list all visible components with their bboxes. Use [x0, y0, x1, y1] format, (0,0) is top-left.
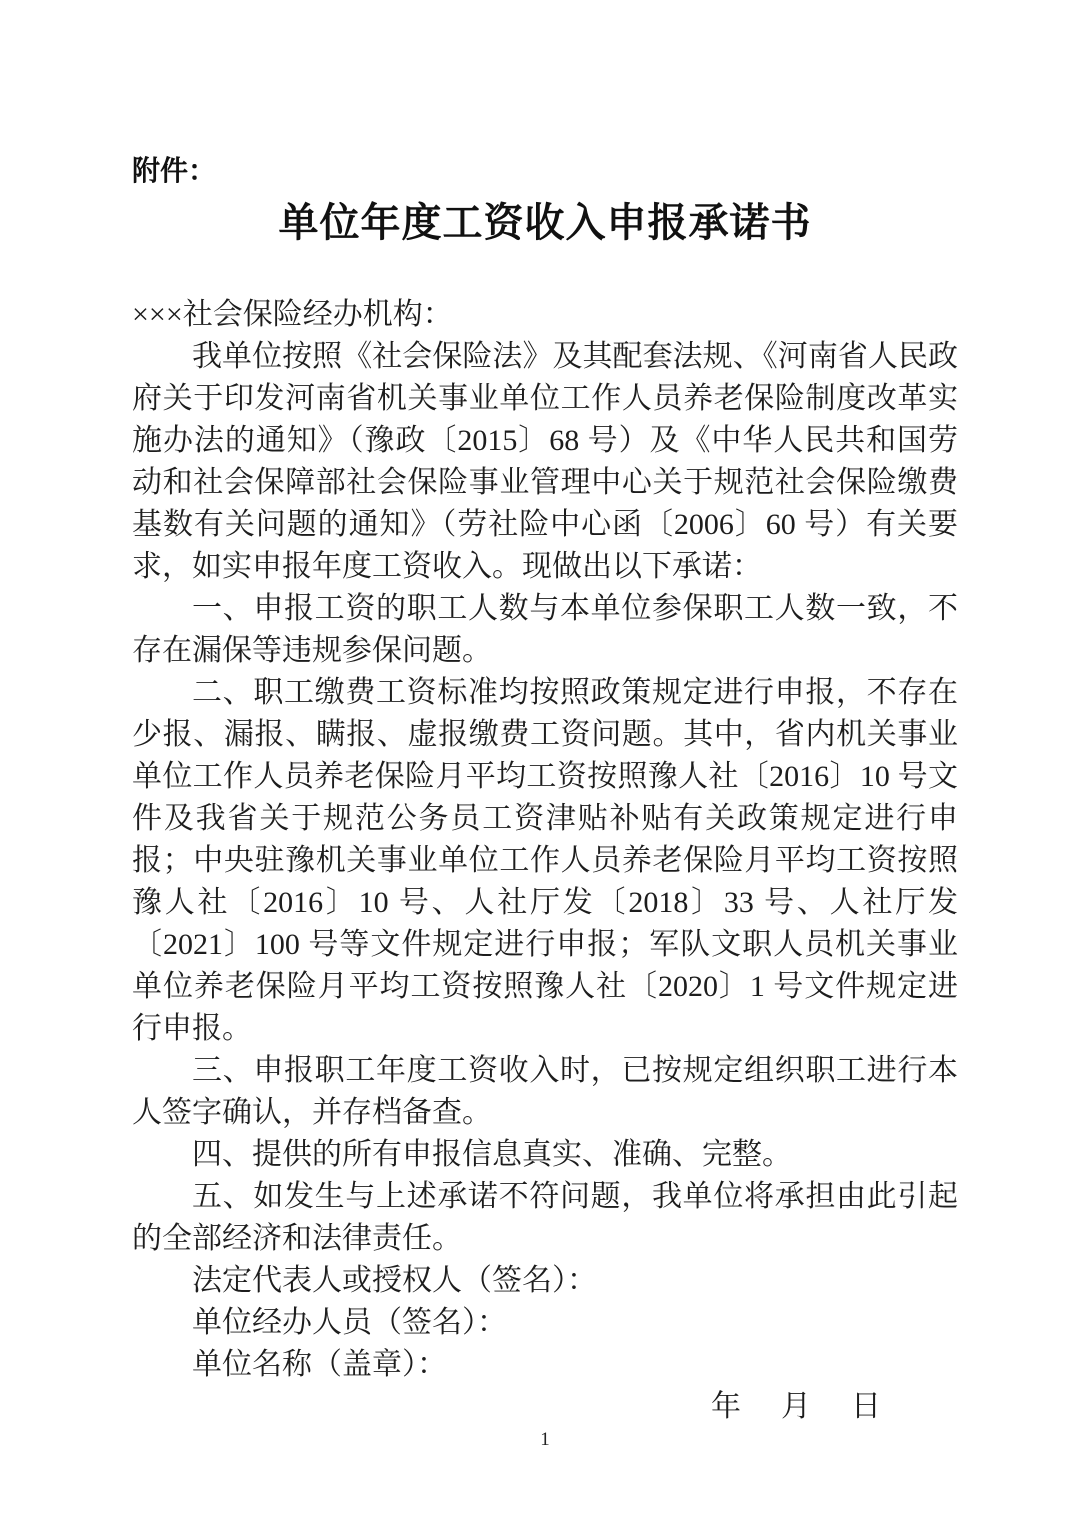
document-body [132, 294, 958, 1428]
paragraph-item-5: 五、如发生与上述承诺不符问题，我单位将承担由此引起的全部经济和法律责任。 [132, 1180, 958, 1255]
salutation-line: ×××社会保险经办机构： [132, 298, 453, 331]
signature-line-legal-representative: 法定代表人或授权人（签名）： [192, 1264, 597, 1297]
paragraph-item-1: 一、申报工资的职工人数与本单位参保职工人数一致，不存在漏保等违规参保问题。 [132, 592, 958, 667]
signature-line-unit-name-seal: 单位名称（盖章）： [192, 1348, 447, 1381]
date-line: 年 月 日 [711, 1390, 886, 1423]
paragraph-item-3: 三、申报职工年度工资收入时，已按规定组织职工进行本人签字确认，并存档备查。 [132, 1054, 958, 1129]
attachment-label: 附件： [132, 155, 217, 186]
paragraph-intro: 我单位按照《社会保险法》及其配套法规、《河南省人民政府关于印发河南省机关事业单位工作人员养老保险制度改革实施办法的通知》（豫政〔2015〕68 号）及《中华人民共和国劳动和社会保障部社会保险事业管理中心关于规范社会保险缴费基数有关问题的通知》（劳社险中心函〔2006〕60 号）有关要求，如实申报年度工资收入。现做出以下承诺： [132, 340, 958, 583]
page-number: 1 [540, 1429, 550, 1450]
document-content [132, 0, 958, 1428]
paragraph-item-2: 二、职工缴费工资标准均按照政策规定进行申报，不存在少报、漏报、瞒报、虚报缴费工资问题。其中，省内机关事业单位工作人员养老保险月平均工资按照豫人社〔2016〕10 号文件及我省关于规范公务员工资津贴补贴有关政策规定进行申报；中央驻豫机关事业单位工作人员养老保险月平均工资按照豫人社〔2016〕10 号、人社厅发〔2018〕33 号、人社厅发〔2021〕100 号等文件规定进行申报；军队文职人员机关事业单位养老保险月平均工资按照豫人社〔2020〕1 号文件规定进行申报。 [132, 676, 958, 1045]
paragraph-item-4: 四、提供的所有申报信息真实、准确、完整。 [192, 1138, 792, 1171]
signature-line-unit-handler: 单位经办人员（签名）： [192, 1306, 507, 1339]
page-title: 单位年度工资收入申报承诺书 [278, 201, 812, 245]
